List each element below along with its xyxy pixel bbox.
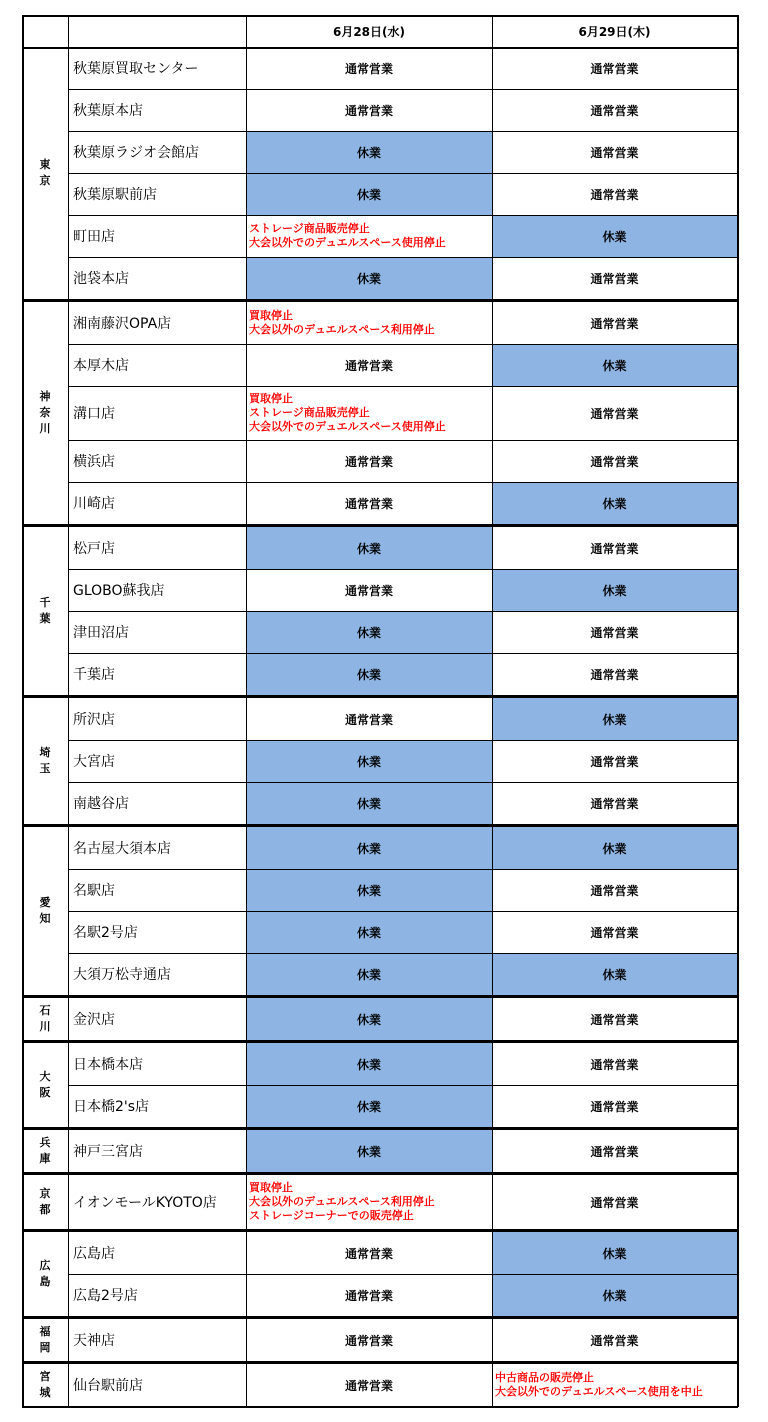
grid-line-horizontal xyxy=(68,1085,738,1086)
store-name-cell: 広島2号店 xyxy=(73,1288,138,1304)
prefecture-cell xyxy=(22,1043,68,1127)
store-name-cell: 大宮店 xyxy=(73,754,115,770)
status-open-cell: 通常営業 xyxy=(344,358,393,373)
status-open-cell: 通常営業 xyxy=(590,1099,639,1114)
store-name-cell: 日本橋本店 xyxy=(73,1057,143,1073)
status-note-cell xyxy=(246,386,492,440)
status-note-line: 買取停止 xyxy=(249,309,293,323)
store-name-cell: 本厚木店 xyxy=(73,358,129,374)
store-name-cell: 千葉店 xyxy=(73,667,115,683)
status-open-cell: 通常営業 xyxy=(590,1195,639,1210)
grid-line-horizontal xyxy=(22,15,738,17)
status-open-cell: 通常営業 xyxy=(344,583,393,598)
status-note-lines xyxy=(249,222,446,250)
status-open-cell: 通常営業 xyxy=(590,667,639,682)
grid-line-horizontal xyxy=(22,1174,738,1175)
status-open-cell: 通常営業 xyxy=(590,625,639,640)
status-open-cell: 通常営業 xyxy=(344,103,393,118)
prefecture-cell xyxy=(22,302,68,524)
prefecture-label: 兵 庫 xyxy=(39,1136,51,1165)
status-closed-cell: 休業 xyxy=(246,527,492,569)
status-open-cell: 通常営業 xyxy=(344,1378,393,1393)
prefecture-label: 神 奈 川 xyxy=(39,390,51,435)
grid-line-horizontal xyxy=(22,1406,738,1408)
prefecture-cell xyxy=(22,1130,68,1172)
prefecture-label: 福 岡 xyxy=(39,1325,51,1354)
store-name-cell: 秋葉原駅前店 xyxy=(73,187,157,203)
status-note-lines xyxy=(249,392,446,433)
grid-line-horizontal xyxy=(22,997,738,998)
status-closed-cell: 休業 xyxy=(246,827,492,869)
status-open-cell: 通常営業 xyxy=(590,316,639,331)
store-name-cell: 秋葉原本店 xyxy=(73,103,143,119)
grid-line-horizontal xyxy=(22,1129,738,1130)
grid-line-horizontal xyxy=(22,697,738,698)
status-open-cell: 通常営業 xyxy=(590,925,639,940)
prefecture-label: 京 都 xyxy=(39,1187,51,1216)
header-pref-cell xyxy=(22,15,68,47)
prefecture-cell xyxy=(22,698,68,824)
store-name-cell: 松戸店 xyxy=(73,541,115,557)
store-name-cell: 天神店 xyxy=(73,1333,115,1349)
status-open-cell: 通常営業 xyxy=(590,145,639,160)
status-closed-cell: 休業 xyxy=(492,215,737,257)
prefecture-cell xyxy=(22,47,68,299)
grid-line-horizontal xyxy=(22,1042,738,1043)
status-note-line: ストレージコーナーでの販売停止 xyxy=(249,1208,414,1222)
status-open-cell: 通常営業 xyxy=(590,796,639,811)
status-closed-cell: 休業 xyxy=(492,482,737,524)
store-name-cell: GLOBO蘇我店 xyxy=(73,583,165,599)
store-name-cell: 津田沼店 xyxy=(73,625,129,641)
prefecture-cell xyxy=(22,1364,68,1406)
prefecture-label: 愛 知 xyxy=(39,896,51,925)
status-open-cell: 通常営業 xyxy=(590,187,639,202)
status-closed-cell: 休業 xyxy=(246,1043,492,1085)
prefecture-cell xyxy=(22,1175,68,1229)
store-name-cell: 秋葉原ラジオ会館店 xyxy=(73,145,199,161)
status-closed-cell: 休業 xyxy=(246,869,492,911)
store-name-cell: 川崎店 xyxy=(73,496,115,512)
grid-line-vertical xyxy=(737,15,739,1407)
status-open-cell: 通常営業 xyxy=(344,1288,393,1303)
status-closed-cell: 休業 xyxy=(492,698,737,740)
status-closed-cell: 休業 xyxy=(492,1232,737,1274)
status-closed-cell: 休業 xyxy=(246,131,492,173)
status-note-cell xyxy=(246,1175,492,1229)
grid-line-horizontal xyxy=(68,653,738,654)
status-note-cell xyxy=(246,302,492,344)
grid-line-horizontal xyxy=(22,1318,738,1319)
header-store-cell xyxy=(68,15,246,47)
status-open-cell: 通常営業 xyxy=(344,454,393,469)
status-open-cell: 通常営業 xyxy=(590,61,639,76)
prefecture-label: 東 京 xyxy=(39,158,51,187)
status-note-line: 大会以外でのデュエルスペース使用を中止 xyxy=(495,1385,703,1398)
status-closed-cell: 休業 xyxy=(246,911,492,953)
status-closed-cell: 休業 xyxy=(246,782,492,824)
prefecture-label: 大 阪 xyxy=(39,1070,51,1099)
status-closed-cell: 休業 xyxy=(246,740,492,782)
store-name-cell: 名駅2号店 xyxy=(73,925,138,941)
grid-line-horizontal xyxy=(68,386,738,387)
status-open-cell: 通常営業 xyxy=(344,712,393,727)
status-closed-cell: 休業 xyxy=(246,1085,492,1127)
status-note-line: 大会以外のデュエルスペース利用停止 xyxy=(249,323,435,336)
grid-line-horizontal xyxy=(22,47,738,49)
grid-line-horizontal xyxy=(68,89,738,90)
grid-line-horizontal xyxy=(68,782,738,783)
status-note-line: 大会以外でのデュエルスペース使用停止 xyxy=(249,236,446,249)
grid-line-horizontal xyxy=(68,1274,738,1275)
status-note-line: 中古商品の販売停止 xyxy=(495,1371,594,1385)
grid-line-horizontal xyxy=(68,869,738,870)
prefecture-label: 広 島 xyxy=(39,1259,51,1288)
header-date-jun29: 6月29日(木) xyxy=(578,24,651,39)
store-name-cell: 所沢店 xyxy=(73,712,115,728)
store-name-cell: 名駅店 xyxy=(73,883,115,899)
grid-line-horizontal xyxy=(68,740,738,741)
status-open-cell: 通常営業 xyxy=(590,454,639,469)
status-closed-cell: 休業 xyxy=(492,569,737,611)
status-note-line: 大会以外のデュエルスペース利用停止 xyxy=(249,1195,435,1209)
grid-line-horizontal xyxy=(22,1231,738,1232)
grid-line-horizontal xyxy=(68,257,738,258)
status-note-lines xyxy=(249,1181,435,1222)
status-open-cell: 通常営業 xyxy=(590,1333,639,1348)
grid-line-horizontal xyxy=(68,173,738,174)
store-name-cell: 仙台駅前店 xyxy=(73,1378,143,1394)
status-open-cell: 通常営業 xyxy=(590,406,639,421)
status-note-line: 買取停止 xyxy=(249,1181,293,1195)
status-open-cell: 通常営業 xyxy=(590,754,639,769)
prefecture-cell xyxy=(22,998,68,1040)
status-open-cell: 通常営業 xyxy=(590,103,639,118)
grid-line-horizontal xyxy=(68,482,738,483)
status-open-cell: 通常営業 xyxy=(590,883,639,898)
prefecture-label: 千 葉 xyxy=(39,596,51,625)
store-name-cell: 横浜店 xyxy=(73,454,115,470)
store-name-cell: 町田店 xyxy=(73,229,115,245)
status-open-cell: 通常営業 xyxy=(590,1144,639,1159)
status-closed-cell: 休業 xyxy=(246,998,492,1040)
store-name-cell: 池袋本店 xyxy=(73,271,129,287)
grid-line-vertical xyxy=(246,15,247,1407)
status-open-cell: 通常営業 xyxy=(590,1012,639,1027)
prefecture-cell xyxy=(22,827,68,995)
store-name-cell: 大須万松寺通店 xyxy=(73,967,171,983)
store-name-cell: 神戸三宮店 xyxy=(73,1144,143,1160)
status-note-line: 大会以外でのデュエルスペース使用停止 xyxy=(249,419,446,433)
status-open-cell: 通常営業 xyxy=(344,496,393,511)
status-note-cell xyxy=(246,215,492,257)
store-name-cell: 金沢店 xyxy=(73,1012,115,1028)
header-date-jun28: 6月28日(水) xyxy=(332,24,406,39)
grid-line-horizontal xyxy=(68,911,738,912)
status-closed-cell: 休業 xyxy=(246,1130,492,1172)
status-note-lines xyxy=(495,1371,703,1399)
store-name-cell: 日本橋2's店 xyxy=(73,1099,150,1115)
store-name-cell: 名古屋大須本店 xyxy=(73,841,171,857)
grid-line-horizontal xyxy=(22,526,738,527)
status-closed-cell: 休業 xyxy=(246,953,492,995)
grid-line-horizontal xyxy=(68,569,738,570)
prefecture-cell xyxy=(22,527,68,695)
status-closed-cell: 休業 xyxy=(246,653,492,695)
status-closed-cell: 休業 xyxy=(492,953,737,995)
status-closed-cell: 休業 xyxy=(492,344,737,386)
grid-line-horizontal xyxy=(22,301,738,302)
grid-line-horizontal xyxy=(68,344,738,345)
grid-line-horizontal xyxy=(22,1363,738,1364)
status-closed-cell: 休業 xyxy=(246,257,492,299)
store-name-cell: 広島店 xyxy=(73,1246,115,1262)
status-open-cell: 通常営業 xyxy=(590,271,639,286)
grid-line-horizontal xyxy=(68,953,738,954)
status-note-lines xyxy=(249,309,435,337)
status-closed-cell: 休業 xyxy=(246,611,492,653)
grid-line-horizontal xyxy=(68,611,738,612)
store-name-cell: 溝口店 xyxy=(73,406,115,422)
status-open-cell: 通常営業 xyxy=(344,1333,393,1348)
status-open-cell: 通常営業 xyxy=(590,1057,639,1072)
grid-line-vertical xyxy=(22,15,24,1407)
prefecture-label: 石 川 xyxy=(39,1004,51,1033)
status-closed-cell: 休業 xyxy=(492,827,737,869)
status-note-cell xyxy=(492,1364,737,1406)
status-closed-cell: 休業 xyxy=(492,1274,737,1316)
prefecture-cell xyxy=(22,1319,68,1361)
status-open-cell: 通常営業 xyxy=(590,541,639,556)
status-closed-cell: 休業 xyxy=(246,173,492,215)
status-note-line: 買取停止 xyxy=(249,392,293,406)
store-name-cell: 秋葉原買取センター xyxy=(73,61,199,77)
status-open-cell: 通常営業 xyxy=(344,61,393,76)
prefecture-cell xyxy=(22,1232,68,1316)
grid-line-vertical xyxy=(492,15,493,1407)
grid-line-vertical xyxy=(68,15,69,1407)
grid-line-horizontal xyxy=(68,440,738,441)
grid-line-horizontal xyxy=(68,131,738,132)
prefecture-label: 埼 玉 xyxy=(39,746,51,775)
status-note-line: ストレージ商品販売停止 xyxy=(249,406,370,420)
status-open-cell: 通常営業 xyxy=(344,1246,393,1261)
grid-line-horizontal xyxy=(22,826,738,827)
grid-line-horizontal xyxy=(68,215,738,216)
status-note-line: ストレージ商品販売停止 xyxy=(249,222,370,236)
store-name-cell: 南越谷店 xyxy=(73,796,129,812)
store-name-cell: イオンモールKYOTO店 xyxy=(73,1195,217,1211)
prefecture-label: 宮 城 xyxy=(39,1370,51,1399)
store-name-cell: 湘南藤沢OPA店 xyxy=(73,316,172,332)
